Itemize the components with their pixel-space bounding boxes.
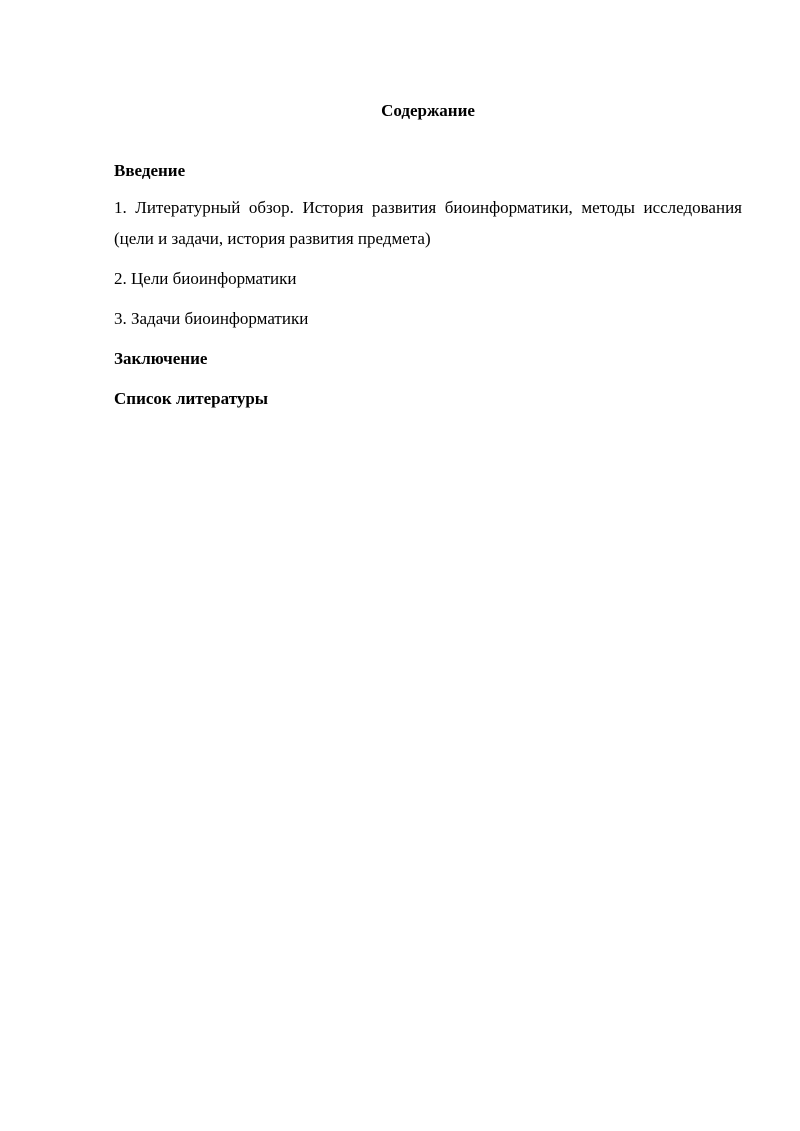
toc-entry-chapter-3: 3. Задачи биоинформатики [114,309,309,328]
table-of-contents [114,99,742,423]
toc-entry-introduction: Введение [114,161,186,180]
toc-entry-conclusion: Заключение [114,349,208,368]
page-title: Содержание [381,101,475,120]
toc-entry-chapter-2: 2. Цели биоинформатики [114,269,297,288]
toc-entry-chapter-1: 1. Литературный обзор. История развития биоинформатики, методы исследования (цели и задачи, история развития предмета) [114,198,742,248]
toc-entry-references: Список литературы [114,389,269,408]
